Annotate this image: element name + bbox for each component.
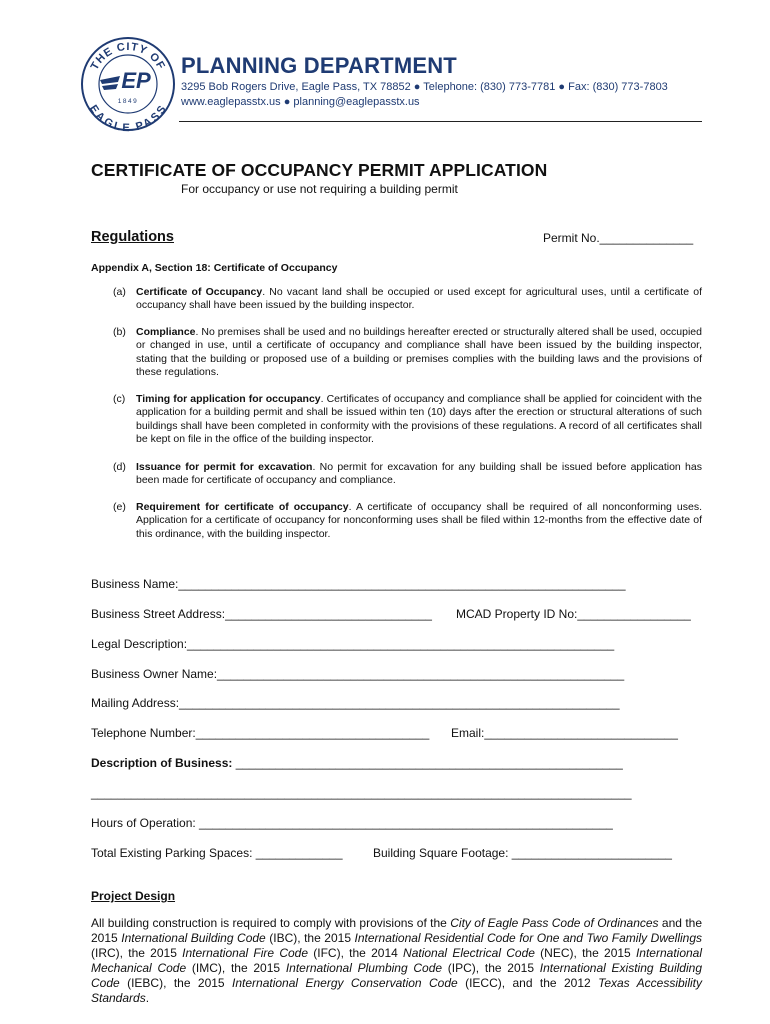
owner-name-field[interactable]: Business Owner Name:_____________________________________________________________ <box>91 667 625 681</box>
description-label: Description of Business: <box>91 756 233 770</box>
regulation-letter: (c) <box>113 393 126 405</box>
regulation-letter: (e) <box>113 501 126 513</box>
regulation-term: Compliance <box>136 326 196 338</box>
regulation-term: Certificate of Occupancy <box>136 286 263 298</box>
parking-spaces-field[interactable]: Total Existing Parking Spaces: _____________ <box>91 846 343 860</box>
regulation-text: . A certificate of occupancy shall be required of all nonconforming uses. Application for a certificate of occupancy for nonconforming uses shall be filed within 12-months from the effective date of this ordinance, with the building inspector. <box>136 501 703 540</box>
square-footage-field[interactable]: Building Square Footage: ________________________ <box>373 846 672 860</box>
seal-top-text: THE CITY OF <box>88 40 168 73</box>
department-address: 3295 Bob Rogers Drive, Eagle Pass, TX 78852 ● Telephone: (830) 773-7781 ● Fax: (830) 773-7803 <box>181 81 668 93</box>
department-title: PLANNING DEPARTMENT <box>181 53 457 78</box>
regulation-item <box>113 501 702 541</box>
description-line-2[interactable]: _________________________________________________________________________________ <box>91 786 632 800</box>
regulation-term: Timing for application for occupancy <box>136 393 321 405</box>
regulations-heading: Regulations <box>91 229 174 245</box>
regulation-text: . No permit for excavation for any building shall be issued before application has been made for certificate of occupancy and compliance. <box>136 461 702 487</box>
regulation-term: Issuance for permit for excavation <box>136 461 313 473</box>
seal-monogram: EP <box>121 68 151 93</box>
regulation-term: Requirement for certificate of occupancy <box>136 501 349 513</box>
hours-of-operation-field[interactable]: Hours of Operation: ______________________________________________________________ <box>91 816 613 830</box>
department-web-email: www.eaglepasstx.us ● planning@eaglepasstx.us <box>181 96 420 108</box>
business-name-field[interactable]: Business Name:___________________________________________________________________ <box>91 577 626 591</box>
regulation-text: . No vacant land shall be occupied or used except for agricultural uses, until a certificate of occupancy shall have been issued by the building inspector. <box>136 286 702 312</box>
regulation-letter: (b) <box>113 326 126 338</box>
seal-year: 1849 <box>117 98 139 105</box>
form-subtitle: For occupancy or use not requiring a building permit <box>181 182 458 196</box>
regulation-item <box>113 461 702 488</box>
header-divider <box>179 121 702 122</box>
regulation-letter: (d) <box>113 461 126 473</box>
regulation-item <box>113 286 702 313</box>
mailing-address-field[interactable]: Mailing Address:__________________________________________________________________ <box>91 696 620 710</box>
email-field[interactable]: Email:_____________________________ <box>451 726 678 740</box>
regulation-item <box>113 393 702 446</box>
permit-number-field[interactable]: Permit No.______________ <box>543 231 694 245</box>
telephone-field[interactable]: Telephone Number:___________________________________ <box>91 726 430 740</box>
regulation-text: . No premises shall be used and no buildings hereafter erected or structurally altered shall be used, occupied or changed in use, until a certificate of occupancy and compliance shall have been issued by the building inspector, stating that the building or proposed use of a building or premises complies with the building laws and the provisions of these regulations. <box>136 326 702 378</box>
project-design-paragraph: All building construction is required to comply with provisions of the City of Eagle Pass Code of Ordinances and the 2015 International Building Code (IBC), the 2015 International Residential Code for One and Two Family Dwellings (IRC), the 2015 International Fire Code (IFC), the 2014 National Electrical Code (NEC), the 2015 International Mechanical Code (IMC), the 2015 International Plumbing Code (IPC), the 2015 International Existing Building Code (IEBC), the 2015 International Energy Conservation Code (IECC), and the 2012 Texas Accessibility Standards. <box>91 916 703 1005</box>
regulation-item <box>113 326 702 379</box>
project-design-heading: Project Design <box>91 889 176 903</box>
regulation-letter: (a) <box>113 286 126 298</box>
city-seal-logo <box>80 36 176 132</box>
form-title: CERTIFICATE OF OCCUPANCY PERMIT APPLICATION <box>91 160 548 180</box>
description-field[interactable] <box>91 756 623 770</box>
seal-bottom-text: EAGLE PASS <box>86 102 170 132</box>
street-address-field[interactable]: Business Street Address:_______________________________ <box>91 607 432 621</box>
appendix-heading: Appendix A, Section 18: Certificate of Occupancy <box>91 262 338 274</box>
legal-description-field[interactable]: Legal Description:________________________________________________________________ <box>91 637 615 651</box>
regulation-text: . Certificates of occupancy and compliance shall be applied for coincident with the application for a building permit and shall be issued within ten (10) days after the erection or structural alterations of such buildings shall have been completed in conformity with the provisions of these regulations. A record of all certificates shall be kept on file in the office of the building inspector. <box>136 393 702 445</box>
mcad-property-id-field[interactable]: MCAD Property ID No:_________________ <box>456 607 691 621</box>
description-line[interactable]: __________________________________________________________ <box>232 756 623 770</box>
svg-text:EAGLE PASS <box>87 103 169 132</box>
